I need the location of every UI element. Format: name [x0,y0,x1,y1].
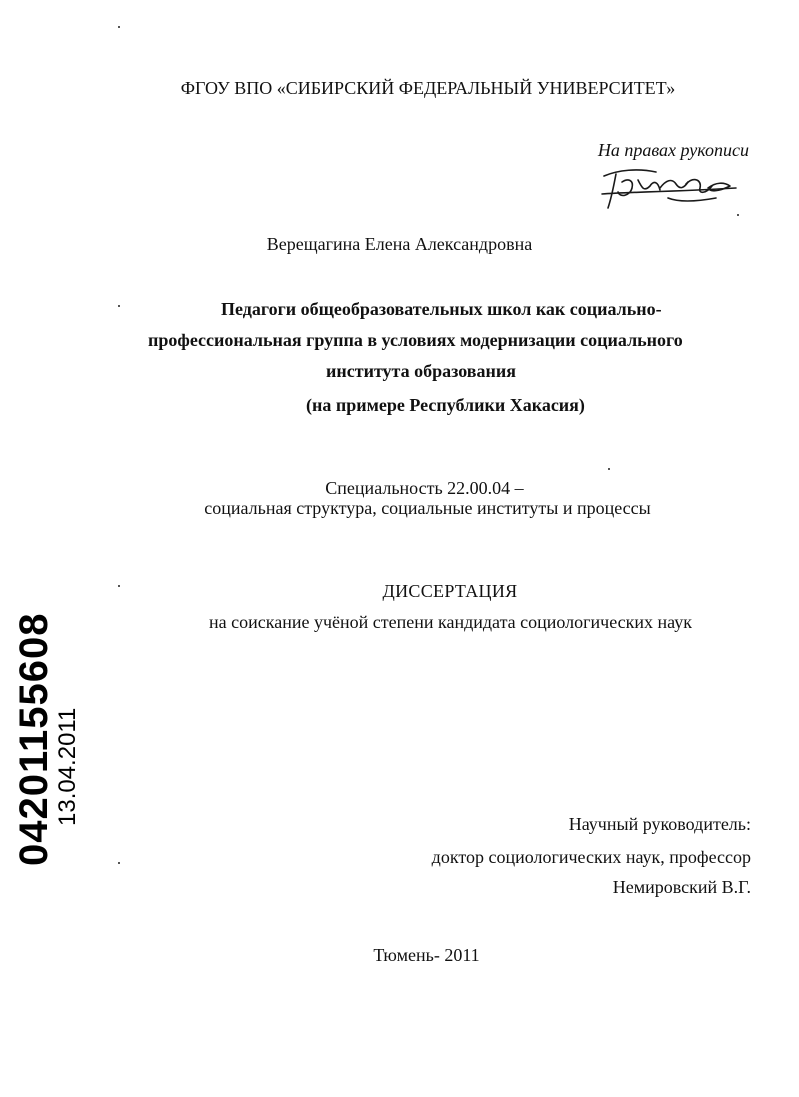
supervisor-name: Немировский В.Г. [612,877,751,897]
handwritten-signature [598,158,748,218]
title-line-1: Педагоги общеобразовательных школ как социально- [221,299,662,319]
title-line-3: института образования [326,361,517,381]
rights-note: На правах рукописи [597,140,749,160]
institution-name: ФГОУ ВПО «СИБИРСКИЙ ФЕДЕРАЛЬНЫЙ УНИВЕРСИТЕТ» [180,78,676,98]
city-year: Тюмень- 2011 [373,945,480,965]
scan-speck [118,585,120,587]
specialty-code: Специальность 22.00.04 – [325,478,524,498]
scan-speck [118,305,120,307]
supervisor-degree: доктор социологических наук, профессор [431,847,751,867]
scan-speck [608,468,610,470]
dissertation-heading: ДИССЕРТАЦИЯ [382,581,518,601]
scan-speck [118,862,120,864]
title-line-2: профессиональная группа в условиях модернизации социального [148,330,683,350]
specialty-name: социальная структура, социальные институты и процессы [204,498,651,518]
scan-speck [737,214,739,216]
library-stamp-date: 13.04.2011 [54,707,81,826]
dissertation-purpose: на соискание учёной степени кандидата социологических наук [209,612,692,632]
supervisor-label: Научный руководитель: [568,814,751,834]
author-name: Верещагина Елена Александровна [266,234,533,254]
scan-speck [118,26,120,28]
title-line-4: (на примере Республики Хакасия) [306,395,585,415]
library-stamp-number: 04201155608 [12,612,56,866]
